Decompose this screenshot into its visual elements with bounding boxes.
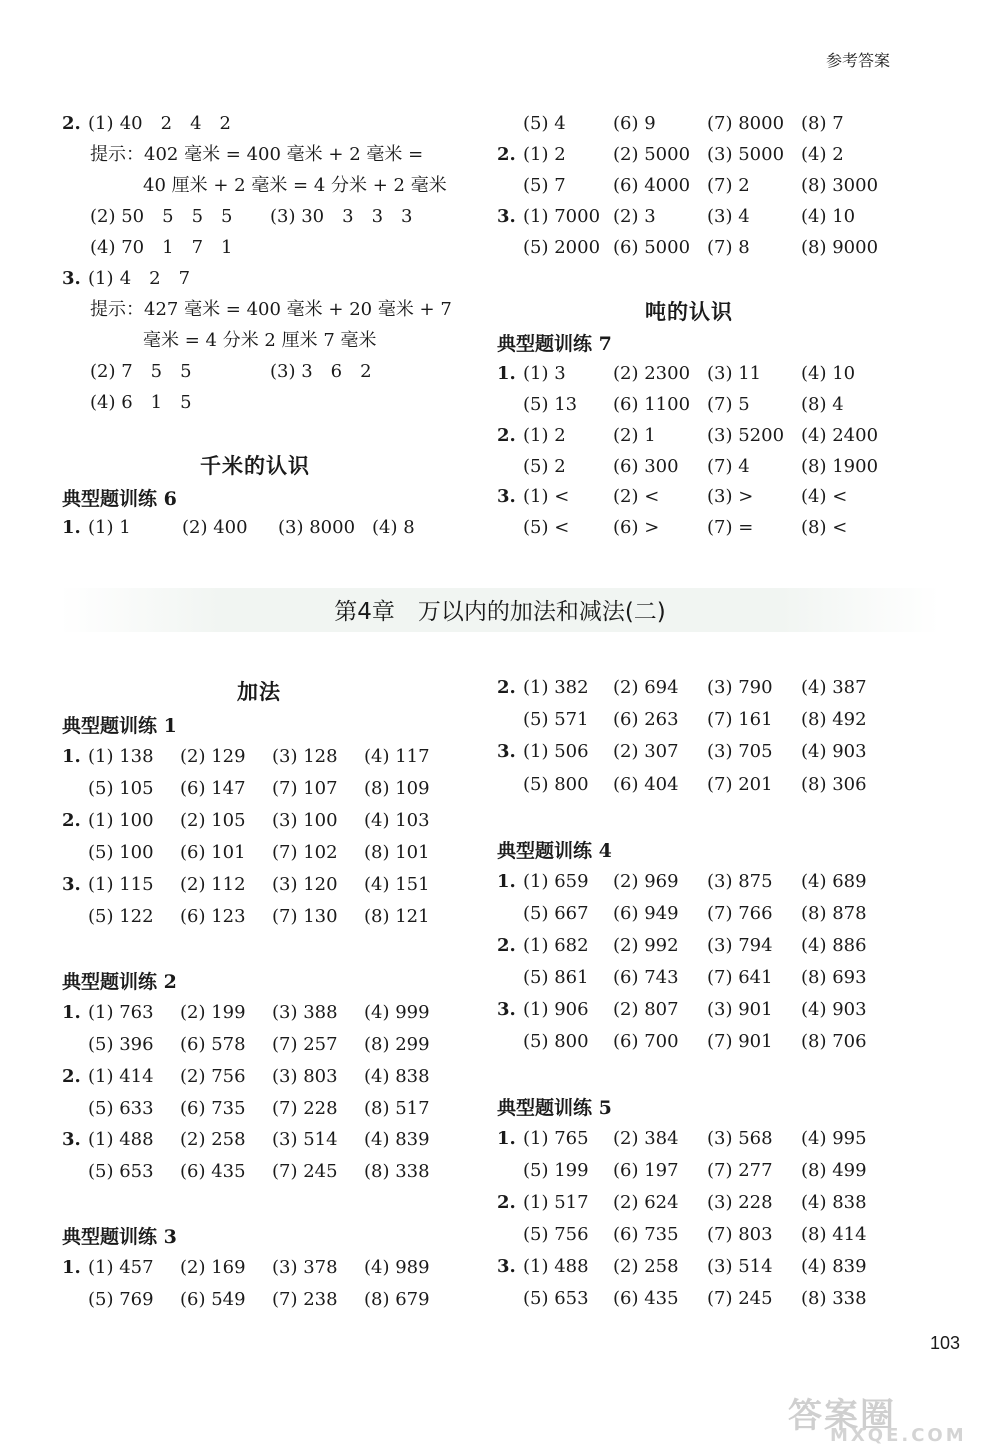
answer-line: 2. (1) 2 (2) 5000 (3) 5000 (4) 2 [497,144,844,165]
answer-line: 3. (1) 115 (2) 112 (3) 120 (4) 151 [62,874,430,895]
answer-line: 2. (1) 40 2 4 2 [62,113,231,134]
answer-line: 3. (1) 4 2 7 [62,268,191,289]
answer-line: 3. (1) < (2) < (3) > (4) < [497,486,848,507]
answer-line: (4) 70 1 7 1 [90,237,233,258]
section-subtitle: 典型题训练 4 [497,840,612,862]
answer-line: 1. (1) 3 (2) 2300 (3) 11 (4) 10 [497,363,856,384]
answer-line: (5) 4 (6) 9 (7) 8000 (8) 7 [523,113,844,134]
hint-text: 提示：402 毫米 = 400 毫米 + 2 毫米 = [90,144,424,165]
page-number: 103 [930,1333,961,1353]
section-subtitle: 典型题训练 5 [497,1097,612,1119]
page-header: 参考答案 [826,51,891,70]
answer-line: 3. (1) 488 (2) 258 (3) 514 (4) 839 [497,1256,867,1277]
answer-line: 2. (1) 414 (2) 756 (3) 803 (4) 838 [62,1066,430,1087]
answer-line: (5) 571 (6) 263 (7) 161 (8) 492 [523,709,867,730]
answer-line: (5) 800 (6) 404 (7) 201 (8) 306 [523,774,867,795]
answer-line: (5) 2 (6) 300 (7) 4 (8) 1900 [523,456,879,477]
answer-line: 1. (1) 457 (2) 169 (3) 378 (4) 989 [62,1257,430,1278]
answer-line: 2. (1) 100 (2) 105 (3) 100 (4) 103 [62,810,430,831]
section-title: 加法 [237,679,281,704]
watermark-url: MXQE.COM [830,1425,967,1446]
answer-line: (5) 653 (6) 435 (7) 245 (8) 338 [523,1288,867,1309]
answer-line: (5) 122 (6) 123 (7) 130 (8) 121 [88,906,430,927]
answer-line: 3. (1) 906 (2) 807 (3) 901 (4) 903 [497,999,867,1020]
answer-line: 1. (1) 763 (2) 199 (3) 388 (4) 999 [62,1002,430,1023]
section-subtitle: 典型题训练 1 [62,715,177,737]
answer-line: (2) 7 5 5 (3) 3 6 2 [90,361,372,382]
answer-line: (5) 199 (6) 197 (7) 277 (8) 499 [523,1160,867,1181]
answer-line: (5) 2000 (6) 5000 (7) 8 (8) 9000 [523,237,879,258]
answer-line: 3. (1) 7000 (2) 3 (3) 4 (4) 10 [497,206,856,227]
answer-line: 3. (1) 488 (2) 258 (3) 514 (4) 839 [62,1129,430,1150]
section-title: 吨的认识 [645,299,733,324]
answer-line: (5) 756 (6) 735 (7) 803 (8) 414 [523,1224,867,1245]
answer-line: (5) 100 (6) 101 (7) 102 (8) 101 [88,842,430,863]
answer-line: 2. (1) 682 (2) 992 (3) 794 (4) 886 [497,935,867,956]
answer-line: (5) 800 (6) 700 (7) 901 (8) 706 [523,1031,867,1052]
answer-line: (2) 50 5 5 5 (3) 30 3 3 3 [90,206,413,227]
answer-line: (5) 653 (6) 435 (7) 245 (8) 338 [88,1161,430,1182]
hint-text: 40 厘米 + 2 毫米 = 4 分米 + 2 毫米 [143,175,447,196]
section-subtitle: 典型题训练 3 [62,1226,177,1248]
answer-line: (5) 861 (6) 743 (7) 641 (8) 693 [523,967,867,988]
answer-line: (5) 396 (6) 578 (7) 257 (8) 299 [88,1034,430,1055]
section-subtitle: 典型题训练 7 [497,333,612,355]
answer-line: (5) < (6) > (7) = (8) < [523,517,848,538]
answer-line: 3. (1) 506 (2) 307 (3) 705 (4) 903 [497,741,867,762]
answer-line: 2. (1) 2 (2) 1 (3) 5200 (4) 2400 [497,425,879,446]
answer-line: 1. (1) 659 (2) 969 (3) 875 (4) 689 [497,871,867,892]
answer-line: 2. (1) 382 (2) 694 (3) 790 (4) 387 [497,677,867,698]
answer-line: 1. (1) 138 (2) 129 (3) 128 (4) 117 [62,746,430,767]
answer-line: (5) 105 (6) 147 (7) 107 (8) 109 [88,778,430,799]
hint-text: 提示：427 毫米 = 400 毫米 + 20 毫米 + 7 [90,299,452,320]
answer-line: (5) 7 (6) 4000 (7) 2 (8) 3000 [523,175,879,196]
answer-line: 1. (1) 765 (2) 384 (3) 568 (4) 995 [497,1128,867,1149]
answer-line: (5) 633 (6) 735 (7) 228 (8) 517 [88,1098,430,1119]
hint-text: 毫米 = 4 分米 2 厘米 7 毫米 [143,330,377,351]
watermark-logo: 答案圈 [788,1396,896,1436]
section-subtitle: 典型题训练 2 [62,971,177,993]
answer-line: 2. (1) 517 (2) 624 (3) 228 (4) 838 [497,1192,867,1213]
answer-line: (5) 13 (6) 1100 (7) 5 (8) 4 [523,394,844,415]
answer-line: (5) 769 (6) 549 (7) 238 (8) 679 [88,1289,430,1310]
section-title: 千米的认识 [200,453,310,478]
chapter-title: 第4章 万以内的加法和减法(二) [334,599,666,625]
section-subtitle: 典型题训练 6 [62,488,177,510]
answer-line: (5) 667 (6) 949 (7) 766 (8) 878 [523,903,867,924]
answer-line: (4) 6 1 5 [90,392,192,413]
answer-line: 1. (1) 1 (2) 400 (3) 8000 (4) 8 [62,517,415,538]
